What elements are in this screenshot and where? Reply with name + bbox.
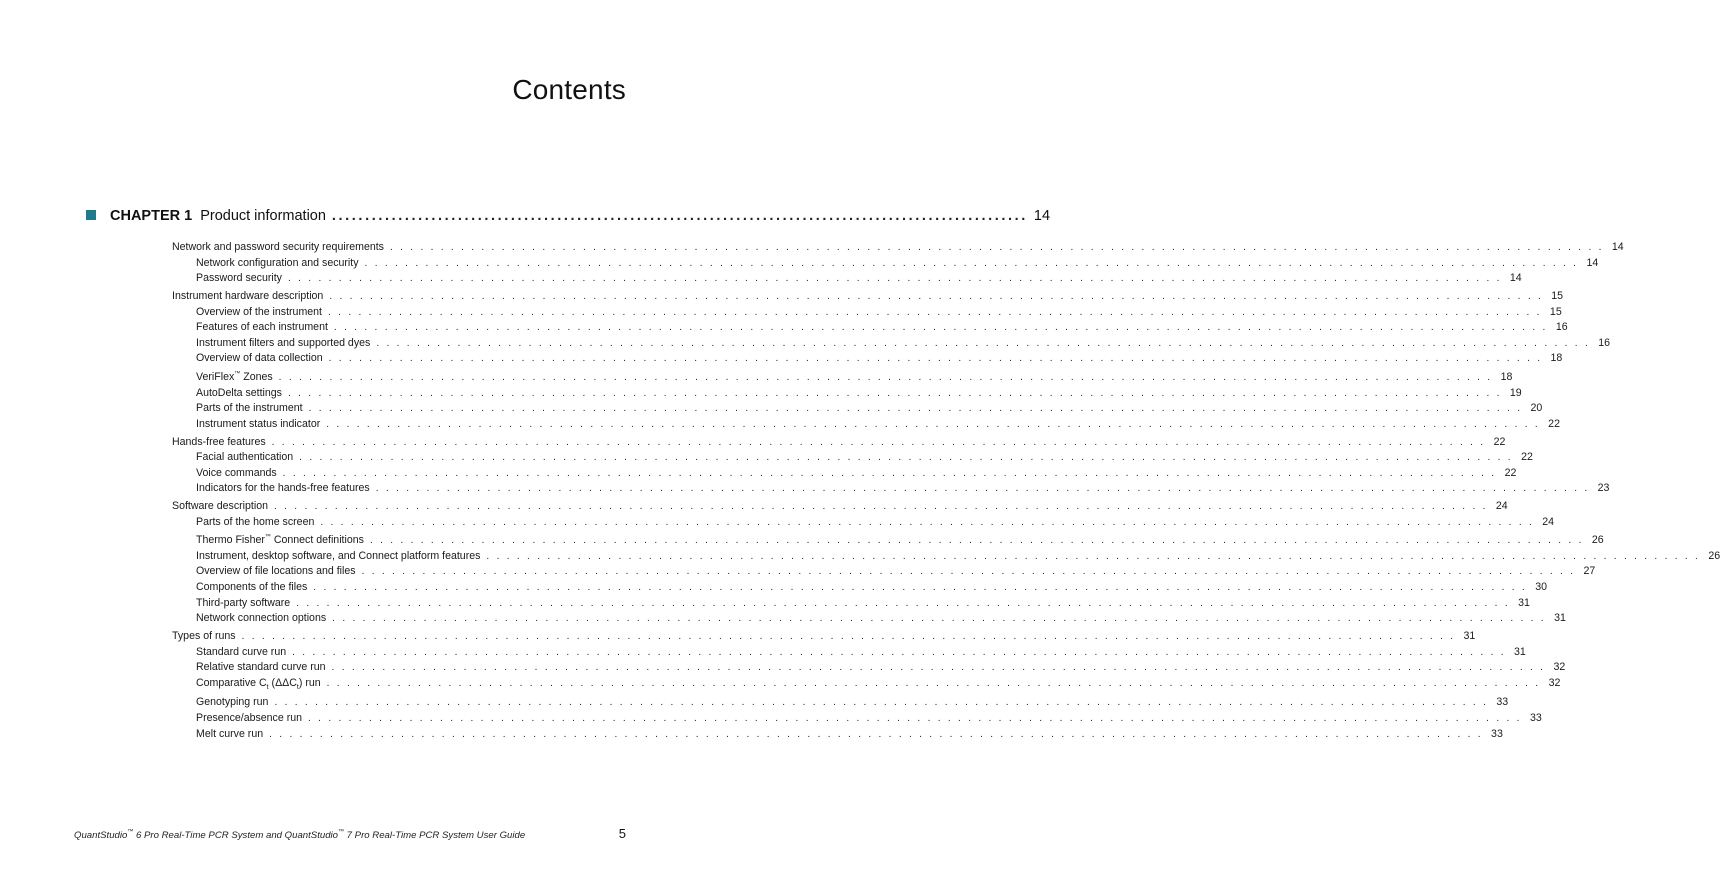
toc-page-number: 22 <box>1504 466 1517 479</box>
dot-leader: . . . . . . . . . . . . . . . . . . . . . . . . . . . . . . . . . . . . . . . . . . . . . . . . . . . . . . . . . . . . . . . . . . . . . . . . . . . . . . . . . . . . . . . . . . . . . . . . . . . . . . . . . . . . . . . . . . . . . . . . <box>274 697 1489 709</box>
toc-subsection-entry[interactable] <box>172 450 1533 466</box>
dot-leader: . . . . . . . . . . . . . . . . . . . . . . . . . . . . . . . . . . . . . . . . . . . . . . . . . . . . . . . . . . . . . . . . . . . . . . . . . . . . . . . . . . . . . . . . . . . . . . . . . . . . . . . . . . . . . . . . . . . . . . . . <box>296 597 1510 609</box>
toc-page-number: 31 <box>1518 596 1530 609</box>
toc-entry-title: Instrument status indicator <box>196 417 321 430</box>
toc-subsection-entry[interactable] <box>172 320 1568 336</box>
toc-subsection-entry[interactable] <box>172 711 1542 727</box>
toc-entry-title: Comparative $C_t$ $(\Delta\Delta C_t)$ run <box>196 676 321 691</box>
toc-subsection-entry[interactable] <box>172 386 1522 402</box>
toc-page-number: 24 <box>1542 515 1555 528</box>
dot-leader: . . . . . . . . . . . . . . . . . . . . . . . . . . . . . . . . . . . . . . . . . . . . . . . . . . . . . . . . . . . . . . . . . . . . . . . . . . . . . . . . . . . . . . . . . . . . . . . . . . . . . . . . . . . . . . . . . . . . . . . . <box>320 516 1535 528</box>
toc-page-number: 33 <box>1491 727 1503 740</box>
toc-entry-title: AutoDelta settings <box>196 386 282 399</box>
chapter-entry[interactable] <box>86 208 1051 224</box>
toc-subsection-entry[interactable] <box>172 271 1522 287</box>
dot-leader: . . . . . . . . . . . . . . . . . . . . . . . . . . . . . . . . . . . . . . . . . . . . . . . . . . . . . . . . . . . . . . . . . . . . . . . . . . . . . . . . . . . . . . . . . . . . . . . . . . . . . . . . . . . . . . . . . . . . . . . . <box>278 371 1493 383</box>
toc-entry-title: Hands-free features <box>172 435 266 448</box>
dot-leader: . . . . . . . . . . . . . . . . . . . . . . . . . . . . . . . . . . . . . . . . . . . . . . . . . . . . . . . . . . . . . . . . . . . . . . . . . . . . . . . . . . . . . . . . . . . . . . . . . . . . . . . . . . . . . . . . . . . . . . . . <box>308 403 1523 415</box>
toc-page-number: 15 <box>1549 305 1562 318</box>
toc-entry-title: Genotyping run <box>196 696 269 709</box>
toc-page-number: 32 <box>1553 661 1566 674</box>
toc-page-number: 16 <box>1598 336 1611 349</box>
toc-page-number: 16 <box>1555 321 1568 334</box>
toc-entry-title: Password security <box>196 272 282 285</box>
toc-entry-title: Parts of the instrument <box>196 402 303 415</box>
toc-subsection-entry[interactable] <box>172 417 1560 433</box>
toc-subsection-entry[interactable] <box>172 645 1526 661</box>
toc-entry-title: Software description <box>172 500 268 513</box>
toc-page-number: 26 <box>1591 534 1604 547</box>
toc-page-number: 22 <box>1493 435 1506 448</box>
dot-leader: . . . . . . . . . . . . . . . . . . . . . . . . . . . . . . . . . . . . . . . . . . . . . . . . . . . . . . . . . . . . . . . . . . . . . . . . . . . . . . . . . . . . . . . . . . . . . . . . . . . . . . . . . . . . . . . . . . . . . . . . <box>269 728 1483 740</box>
toc-page-number: 22 <box>1521 451 1533 464</box>
dot-leader: ......................................................................................................... <box>331 208 1028 224</box>
toc-page-number: 33 <box>1529 712 1542 725</box>
toc-entry-title: VeriFlex™ Zones <box>196 370 273 383</box>
toc-subsection-entry[interactable] <box>172 351 1563 367</box>
toc-entry-title: Facial authentication <box>196 451 294 464</box>
dot-leader: . . . . . . . . . . . . . . . . . . . . . . . . . . . . . . . . . . . . . . . . . . . . . . . . . . . . . . . . . . . . . . . . . . . . . . . . . . . . . . . . . . . . . . . . . . . . . . . . . . . . . . . . . . . . . . . . . . . . . . . . <box>326 677 1541 689</box>
toc-section-entry[interactable] <box>172 629 1476 645</box>
toc-entry-title: Voice commands <box>196 466 277 479</box>
toc-subsection-entry[interactable] <box>172 530 1604 549</box>
toc-subsection-entry[interactable] <box>172 367 1513 386</box>
toc-subsection-entry[interactable] <box>172 515 1555 531</box>
toc-subsection-entry[interactable] <box>172 481 1610 497</box>
dot-leader: . . . . . . . . . . . . . . . . . . . . . . . . . . . . . . . . . . . . . . . . . . . . . . . . . . . . . . . . . . . . . . . . . . . . . . . . . . . . . . . . . . . . . . . . . . . . . . . . . . . . . . . . . . . . . . . . . . . . . . . . <box>328 353 1543 365</box>
dot-leader: . . . . . . . . . . . . . . . . . . . . . . . . . . . . . . . . . . . . . . . . . . . . . . . . . . . . . . . . . . . . . . . . . . . . . . . . . . . . . . . . . . . . . . . . . . . . . . . . . . . . . . . . . . . . . . . . . . . . . . . . <box>364 257 1579 269</box>
toc-subsection-entry[interactable] <box>172 660 1566 676</box>
dot-leader: . . . . . . . . . . . . . . . . . . . . . . . . . . . . . . . . . . . . . . . . . . . . . . . . . . . . . . . . . . . . . . . . . . . . . . . . . . . . . . . . . . . . . . . . . . . . . . . . . . . . . . . . . . . . . . . . . . . . . . . . <box>241 631 1456 642</box>
toc-subsection-entry[interactable] <box>172 676 1561 696</box>
dot-leader: . . . . . . . . . . . . . . . . . . . . . . . . . . . . . . . . . . . . . . . . . . . . . . . . . . . . . . . . . . . . . . . . . . . . . . . . . . . . . . . . . . . . . . . . . . . . . . . . . . . . . . . . . . . . . . . . . . . . . . . . <box>299 452 1513 464</box>
toc-page-number: 30 <box>1535 581 1548 594</box>
toc-subsection-entry[interactable] <box>172 549 1720 565</box>
toc-section-entry[interactable] <box>172 435 1506 451</box>
dot-leader: . . . . . . . . . . . . . . . . . . . . . . . . . . . . . . . . . . . . . . . . . . . . . . . . . . . . . . . . . . . . . . . . . . . . . . . . . . . . . . . . . . . . . . . . . . . . . . . . . . . . . . . . . . . . . . . . . . . . . . . . <box>287 387 1502 399</box>
dot-leader: . . . . . . . . . . . . . . . . . . . . . . . . . . . . . . . . . . . . . . . . . . . . . . . . . . . . . . . . . . . . . . . . . . . . . . . . . . . . . . . . . . . . . . . . . . . . . . . . . . . . . . . . . . . . . . . . . . . . . . . . <box>287 273 1502 285</box>
toc-subsection-entry[interactable] <box>172 596 1530 612</box>
chapter-label: CHAPTER 1 <box>110 208 193 224</box>
dot-leader: . . . . . . . . . . . . . . . . . . . . . . . . . . . . . . . . . . . . . . . . . . . . . . . . . . . . . . . . . . . . . . . . . . . . . . . . . . . . . . . . . . . . . . . . . . . . . . . . . . . . . . . . . . . . . . . . . . . . . . . . <box>273 501 1488 513</box>
toc-section-entry[interactable] <box>172 499 1508 515</box>
toc-subsection-entry[interactable] <box>172 564 1596 580</box>
toc-page-number: 26 <box>1708 549 1720 562</box>
toc-page-number: 33 <box>1496 696 1509 709</box>
dot-leader: . . . . . . . . . . . . . . . . . . . . . . . . . . . . . . . . . . . . . . . . . . . . . . . . . . . . . . . . . . . . . . . . . . . . . . . . . . . . . . . . . . . . . . . . . . . . . . . . . . . . . . . . . . . . . . . . . . . . . . . . <box>271 436 1486 448</box>
toc-entry-title: Network connection options <box>196 612 327 625</box>
toc-entry-title: Overview of data collection <box>196 352 323 365</box>
dot-leader: . . . . . . . . . . . . . . . . . . . . . . . . . . . . . . . . . . . . . . . . . . . . . . . . . . . . . . . . . . . . . . . . . . . . . . . . . . . . . . . . . . . . . . . . . . . . . . . . . . . . . . . . . . . . . . . . . . . . . . . . <box>308 713 1522 725</box>
dot-leader: . . . . . . . . . . . . . . . . . . . . . . . . . . . . . . . . . . . . . . . . . . . . . . . . . . . . . . . . . . . . . . . . . . . . . . . . . . . . . . . . . . . . . . . . . . . . . . . . . . . . . . . . . . . . . . . . . . . . . . . . <box>375 483 1590 495</box>
toc-page-number: 27 <box>1583 565 1596 578</box>
toc-entry-title: Network configuration and security <box>196 256 359 269</box>
toc-page-number: 14 <box>1611 241 1624 253</box>
toc-page-number: 18 <box>1500 370 1513 383</box>
toc-subsection-entry[interactable] <box>172 305 1562 321</box>
toc-entry-title: Network and password security requirements <box>172 241 384 253</box>
footer-page-number: 5 <box>618 826 626 841</box>
chapter-page-number: 14 <box>1033 208 1051 224</box>
toc-subsection-entry[interactable] <box>172 401 1543 417</box>
toc-page-number: 31 <box>1554 612 1566 625</box>
toc-section-entry[interactable] <box>172 289 1564 305</box>
toc-subsection-entry[interactable] <box>172 466 1517 482</box>
page-title: Contents <box>512 74 626 105</box>
dot-leader: . . . . . . . . . . . . . . . . . . . . . . . . . . . . . . . . . . . . . . . . . . . . . . . . . . . . . . . . . . . . . . . . . . . . . . . . . . . . . . . . . . . . . . . . . . . . . . . . . . . . . . . . . . . . . . . . . . . . . . . . <box>333 322 1548 334</box>
dot-leader: . . . . . . . . . . . . . . . . . . . . . . . . . . . . . . . . . . . . . . . . . . . . . . . . . . . . . . . . . . . . . . . . . . . . . . . . . . . . . . . . . . . . . . . . . . . . . . . . . . . . . . . . . . . . . . . . . . . . . . . . <box>331 662 1546 674</box>
toc-page-number: 14 <box>1509 272 1522 285</box>
dot-leader: . . . . . . . . . . . . . . . . . . . . . . . . . . . . . . . . . . . . . . . . . . . . . . . . . . . . . . . . . . . . . . . . . . . . . . . . . . . . . . . . . . . . . . . . . . . . . . . . . . . . . . . . . . . . . . . . . . . . . . . . <box>292 646 1506 658</box>
toc-entry-title: Parts of the home screen <box>196 515 315 528</box>
toc-entry-title: Instrument hardware description <box>172 289 324 302</box>
dot-leader: . . . . . . . . . . . . . . . . . . . . . . . . . . . . . . . . . . . . . . . . . . . . . . . . . . . . . . . . . . . . . . . . . . . . . . . . . . . . . . . . . . . . . . . . . . . . . . . . . . . . . . . . . . . . . . . . . . . . . . . . <box>313 582 1528 594</box>
toc-entry-title: Third-party software <box>196 596 291 609</box>
toc-page-number: 20 <box>1530 402 1543 415</box>
dot-leader: . . . . . . . . . . . . . . . . . . . . . . . . . . . . . . . . . . . . . . . . . . . . . . . . . . . . . . . . . . . . . . . . . . . . . . . . . . . . . . . . . . . . . . . . . . . . . . . . . . . . . . . . . . . . . . . . . . . . . . . . <box>486 550 1701 562</box>
toc-subsection-entry[interactable] <box>172 695 1509 711</box>
toc-page-number: 19 <box>1509 386 1522 399</box>
toc-page-number: 31 <box>1463 630 1476 642</box>
page-footer <box>74 826 626 841</box>
table-of-contents <box>172 240 1720 742</box>
toc-entry-title: Types of runs <box>172 630 236 642</box>
toc-entry-title: Features of each instrument <box>196 321 328 334</box>
toc-page-number: 14 <box>1586 256 1599 269</box>
toc-subsection-entry[interactable] <box>172 336 1611 352</box>
toc-entry-title: Overview of file locations and files <box>196 565 356 578</box>
toc-page-number: 15 <box>1551 289 1564 302</box>
toc-page-number: 18 <box>1550 352 1563 365</box>
toc-entry-title: Relative standard curve run <box>196 661 326 674</box>
dot-leader: . . . . . . . . . . . . . . . . . . . . . . . . . . . . . . . . . . . . . . . . . . . . . . . . . . . . . . . . . . . . . . . . . . . . . . . . . . . . . . . . . . . . . . . . . . . . . . . . . . . . . . . . . . . . . . . . . . . . . . . . <box>326 418 1540 430</box>
dot-leader: . . . . . . . . . . . . . . . . . . . . . . . . . . . . . . . . . . . . . . . . . . . . . . . . . . . . . . . . . . . . . . . . . . . . . . . . . . . . . . . . . . . . . . . . . . . . . . . . . . . . . . . . . . . . . . . . . . . . . . . . <box>332 613 1546 625</box>
dot-leader: . . . . . . . . . . . . . . . . . . . . . . . . . . . . . . . . . . . . . . . . . . . . . . . . . . . . . . . . . . . . . . . . . . . . . . . . . . . . . . . . . . . . . . . . . . . . . . . . . . . . . . . . . . . . . . . . . . . . . . . . <box>389 242 1604 253</box>
dot-leader: . . . . . . . . . . . . . . . . . . . . . . . . . . . . . . . . . . . . . . . . . . . . . . . . . . . . . . . . . . . . . . . . . . . . . . . . . . . . . . . . . . . . . . . . . . . . . . . . . . . . . . . . . . . . . . . . . . . . . . . . <box>376 337 1591 349</box>
toc-entry-title: Overview of the instrument <box>196 305 322 318</box>
toc-page-number: 22 <box>1548 417 1560 430</box>
toc-page-number: 32 <box>1548 676 1561 689</box>
dot-leader: . . . . . . . . . . . . . . . . . . . . . . . . . . . . . . . . . . . . . . . . . . . . . . . . . . . . . . . . . . . . . . . . . . . . . . . . . . . . . . . . . . . . . . . . . . . . . . . . . . . . . . . . . . . . . . . . . . . . . . . . <box>369 535 1584 547</box>
chapter-title: Product information <box>200 208 326 224</box>
toc-page-number: 24 <box>1495 500 1508 513</box>
toc-entry-title: Melt curve run <box>196 727 264 740</box>
toc-entry-title: Components of the files <box>196 581 308 594</box>
toc-entry-title: Thermo Fisher™ Connect definitions <box>196 534 364 547</box>
toc-entry-title: Indicators for the hands-free features <box>196 482 370 495</box>
toc-entry-title: Instrument filters and supported dyes <box>196 336 371 349</box>
toc-subsection-entry[interactable] <box>172 611 1566 627</box>
dot-leader: . . . . . . . . . . . . . . . . . . . . . . . . . . . . . . . . . . . . . . . . . . . . . . . . . . . . . . . . . . . . . . . . . . . . . . . . . . . . . . . . . . . . . . . . . . . . . . . . . . . . . . . . . . . . . . . . . . . . . . . . <box>328 306 1542 318</box>
square-bullet-icon <box>86 210 96 220</box>
toc-entry-title: Instrument, desktop software, and Connect platform features <box>196 549 481 562</box>
toc-entry-title: Presence/absence run <box>196 712 303 725</box>
toc-subsection-entry[interactable] <box>172 727 1503 743</box>
toc-subsection-entry[interactable] <box>172 256 1599 272</box>
toc-page-number: 31 <box>1514 645 1526 658</box>
toc-entry-title: Standard curve run <box>196 645 287 658</box>
toc-subsection-entry[interactable] <box>172 580 1548 596</box>
dot-leader: . . . . . . . . . . . . . . . . . . . . . . . . . . . . . . . . . . . . . . . . . . . . . . . . . . . . . . . . . . . . . . . . . . . . . . . . . . . . . . . . . . . . . . . . . . . . . . . . . . . . . . . . . . . . . . . . . . . . . . . . <box>361 566 1576 578</box>
dot-leader: . . . . . . . . . . . . . . . . . . . . . . . . . . . . . . . . . . . . . . . . . . . . . . . . . . . . . . . . . . . . . . . . . . . . . . . . . . . . . . . . . . . . . . . . . . . . . . . . . . . . . . . . . . . . . . . . . . . . . . . . <box>282 467 1497 479</box>
dot-leader: . . . . . . . . . . . . . . . . . . . . . . . . . . . . . . . . . . . . . . . . . . . . . . . . . . . . . . . . . . . . . . . . . . . . . . . . . . . . . . . . . . . . . . . . . . . . . . . . . . . . . . . . . . . . . . . . . . . . . . . . <box>329 290 1544 302</box>
footer-document-title: QuantStudio™ 6 Pro Real-Time PCR System and QuantStudio™ 7 Pro Real-Time PCR System User Guide <box>74 829 526 841</box>
toc-page-number: 23 <box>1597 482 1610 495</box>
toc-section-entry[interactable] <box>172 240 1624 256</box>
